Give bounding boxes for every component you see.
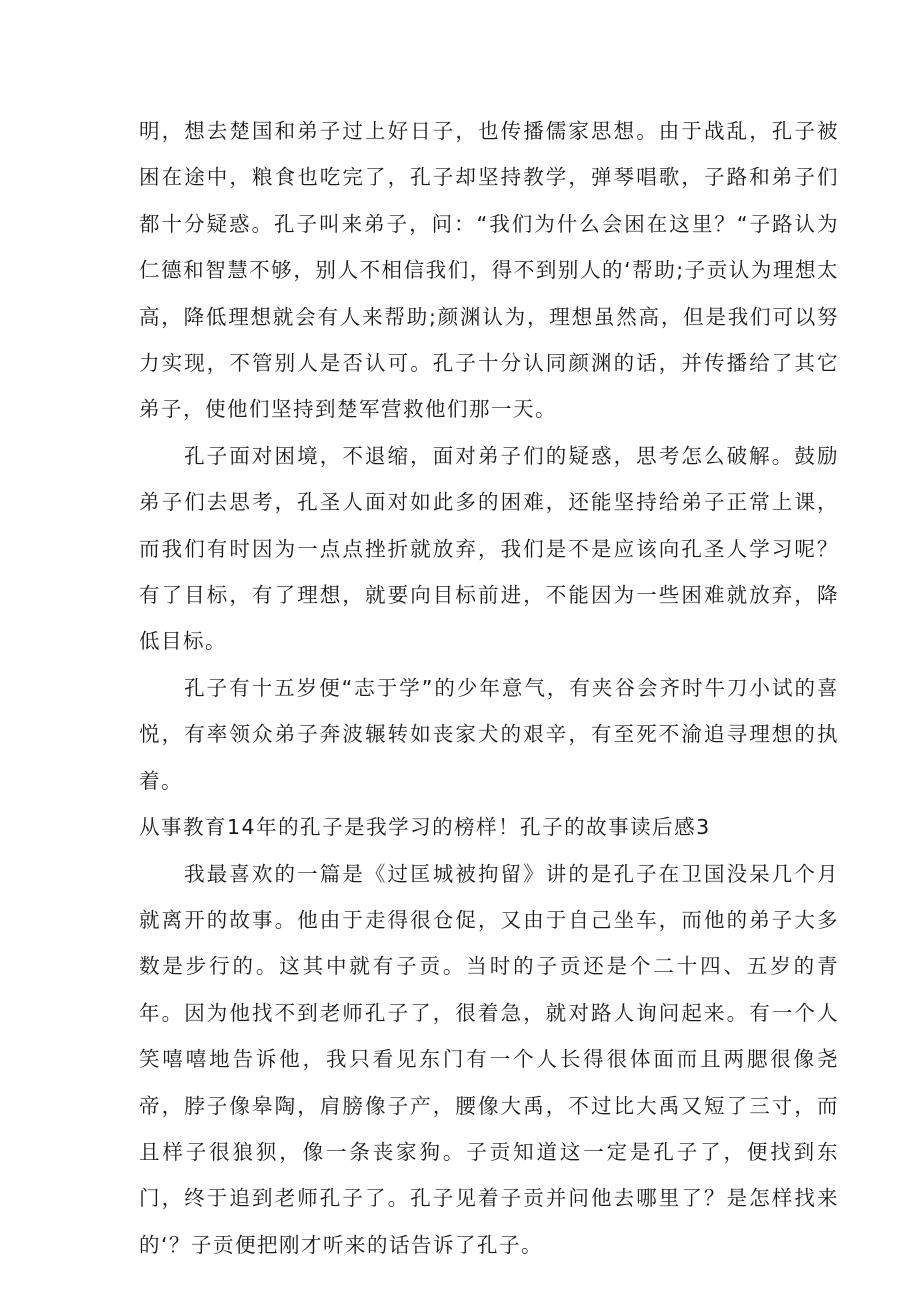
document-body <box>139 108 839 1268</box>
paragraph-reflection: 孔子面对困境，不退缩，面对弟子们的疑惑，思考怎么破解。鼓励弟子们去思考，孔圣人面对如此多的困难，还能坚持给弟子正常上课，而我们有时因为一点点挫折就放弃，我们是不是应该向孔圣人学习呢？有了目标，有了理想，就要向目标前进，不能因为一些困难就放弃，降低目标。 <box>139 443 839 654</box>
paragraph-story: 我最喜欢的一篇是《过匡城被拘留》讲的是孔子在卫国没呆几个月就离开的故事。他由于走得很仓促，又由于自己坐车，而他的弟子大多数是步行的。这其中就有子贡。当时的子贡还是个二十四、五岁的青年。因为他找不到老师孔子了，很着急，就对路人询问起来。有一个人笑嘻嘻地告诉他，我只看见东门有一个人长得很体面而且两腮很像尧帝，脖子像皋陶，肩膀像子产，腰像大禹，不过比大禹又短了三寸，而且样子很狼狈，像一条丧家狗。子贡知道这一定是孔子了，便找到东门，终于追到老师孔子了。孔子见着子贡并问他去哪里了？是怎样找来的‘？子贡便把刚才听来的话告诉了孔子。 <box>139 861 839 1257</box>
paragraph-heading-line: 从事教育14年的孔子是我学习的榜样！孔子的故事读后感3 <box>139 815 711 840</box>
paragraph-life-summary: 孔子有十五岁便“志于学”的少年意气，有夹谷会齐时牛刀小试的喜悦，有率领众弟子奔波辗转如丧家犬的艰辛，有至死不渝追寻理想的执着。 <box>139 675 839 793</box>
paragraph-continued: 明，想去楚国和弟子过上好日子，也传播儒家思想。由于战乱，孔子被困在途中，粮食也吃完了，孔子却坚持教学，弹琴唱歌，子路和弟子们都十分疑惑。孔子叫来弟子，问：“我们为什么会困在这里？“子路认为仁德和智慧不够，别人不相信我们，得不到别人的‘帮助;子贡认为理想太高，降低理想就会有人来帮助;颜渊认为，理想虽然高，但是我们可以努力实现，不管别人是否认可。孔子十分认同颜渊的话，并传播给了其它弟子，使他们坚持到楚军营救他们那一天。 <box>139 119 839 422</box>
